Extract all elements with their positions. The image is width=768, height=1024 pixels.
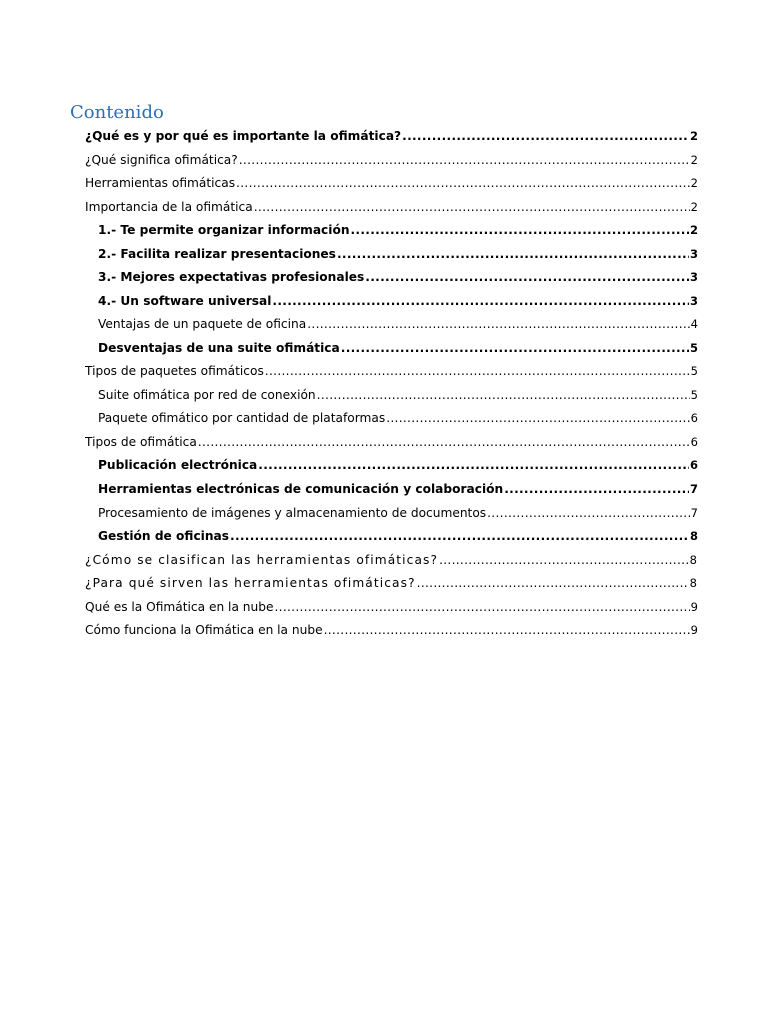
dot-leader <box>258 457 689 473</box>
dot-leader <box>324 622 690 638</box>
toc-entry-text: Qué es la Ofimática en la nube <box>85 600 274 614</box>
dot-leader <box>198 434 690 450</box>
toc-entry-page: 2 <box>689 223 698 237</box>
toc-entry-page: 6 <box>690 411 698 425</box>
toc-entry-page: 5 <box>689 341 698 355</box>
toc-entry[interactable] <box>85 175 698 191</box>
toc-entry[interactable] <box>98 293 698 309</box>
toc-entry-text: Procesamiento de imágenes y almacenamiento de documentos <box>98 506 487 520</box>
dot-leader <box>351 222 689 238</box>
toc-entry-page: 8 <box>689 553 698 567</box>
toc-entry[interactable] <box>98 410 698 426</box>
toc-entry-text: Importancia de la ofimática <box>85 200 253 214</box>
toc-entry[interactable] <box>85 575 698 591</box>
toc-entry[interactable] <box>85 363 698 379</box>
toc-entry[interactable] <box>98 246 698 262</box>
dot-leader <box>337 246 689 262</box>
toc-entry-text: 4.- Un software universal <box>98 294 272 308</box>
toc-entry-page: 4 <box>690 317 698 331</box>
dot-leader <box>504 481 689 497</box>
toc-entry-text: Tipos de paquetes ofimáticos <box>85 364 264 378</box>
toc-entry-text: Desventajas de una suite ofimática <box>98 341 340 355</box>
toc-entry-page: 7 <box>690 506 698 520</box>
toc-entry-text: ¿Qué es y por qué es importante la ofimática? <box>85 129 402 143</box>
dot-leader <box>386 410 689 426</box>
toc-entry[interactable] <box>85 152 698 168</box>
toc-entry-page: 2 <box>689 129 698 143</box>
dot-leader <box>236 175 690 191</box>
toc-entry-text: Gestión de oficinas <box>98 529 230 543</box>
dot-leader <box>317 387 690 403</box>
toc-entry-page: 8 <box>689 529 698 543</box>
toc-entry[interactable] <box>85 199 698 215</box>
dot-leader <box>402 128 689 144</box>
toc-entry-page: 3 <box>689 270 698 284</box>
toc-entry-page: 5 <box>690 364 698 378</box>
toc-entry[interactable] <box>98 528 698 544</box>
toc-entry-page: 2 <box>690 200 698 214</box>
toc-entry-page: 6 <box>689 458 698 472</box>
toc-entry-text: Ventajas de un paquete de oficina <box>98 317 307 331</box>
dot-leader <box>307 316 689 332</box>
dot-leader <box>417 575 689 591</box>
toc-entry[interactable] <box>98 316 698 332</box>
toc-entry-text: Suite ofimática por red de conexión <box>98 388 316 402</box>
toc-entry-page: 3 <box>689 294 698 308</box>
toc-entry[interactable] <box>85 552 698 568</box>
dot-leader <box>272 293 689 309</box>
toc-entry-text: 1.- Te permite organizar información <box>98 223 350 237</box>
toc-entry-page: 2 <box>690 153 698 167</box>
toc-entry-text: Herramientas electrónicas de comunicación y colaboración <box>98 482 504 496</box>
dot-leader <box>254 199 690 215</box>
toc-entry-page: 9 <box>690 623 698 637</box>
toc-entry-text: 2.- Facilita realizar presentaciones <box>98 247 336 261</box>
toc-entry-text: Publicación electrónica <box>98 458 258 472</box>
toc-entry[interactable] <box>85 434 698 450</box>
dot-leader <box>265 363 690 379</box>
toc-entry[interactable] <box>85 599 698 615</box>
toc-entry-text: ¿Para qué sirven las herramientas ofimáticas? <box>85 576 416 590</box>
toc-entry-page: 3 <box>689 247 698 261</box>
dot-leader <box>341 340 689 356</box>
toc-entry[interactable] <box>85 128 698 144</box>
toc-entry-text: ¿Cómo se clasifican las herramientas ofimáticas? <box>85 553 439 567</box>
toc-entry[interactable] <box>98 481 698 497</box>
toc-entry[interactable] <box>98 387 698 403</box>
toc-entry-text: Cómo funciona la Ofimática en la nube <box>85 623 323 637</box>
toc-title: Contenido <box>70 102 164 123</box>
dot-leader <box>439 552 689 568</box>
dot-leader <box>487 505 690 521</box>
toc-entry-text: Paquete ofimático por cantidad de plataformas <box>98 411 386 425</box>
toc-entry[interactable] <box>98 505 698 521</box>
toc-entry-page: 6 <box>690 435 698 449</box>
dot-leader <box>274 599 689 615</box>
toc-entry-text: Herramientas ofimáticas <box>85 176 236 190</box>
toc-entry[interactable] <box>85 622 698 638</box>
dot-leader <box>239 152 690 168</box>
toc-entry-page: 8 <box>689 576 698 590</box>
toc-entry-text: Tipos de ofimática <box>85 435 197 449</box>
toc-entry[interactable] <box>98 269 698 285</box>
toc-entry-page: 5 <box>690 388 698 402</box>
toc-entry-text: 3.- Mejores expectativas profesionales <box>98 270 365 284</box>
toc-entry-page: 7 <box>689 482 698 496</box>
toc-entry-page: 9 <box>690 600 698 614</box>
dot-leader <box>230 528 689 544</box>
toc-entry-text: ¿Qué significa ofimática? <box>85 153 238 167</box>
dot-leader <box>365 269 689 285</box>
toc-entry-page: 2 <box>690 176 698 190</box>
toc-entry[interactable] <box>98 222 698 238</box>
toc-entry[interactable] <box>98 340 698 356</box>
toc-entry[interactable] <box>98 457 698 473</box>
